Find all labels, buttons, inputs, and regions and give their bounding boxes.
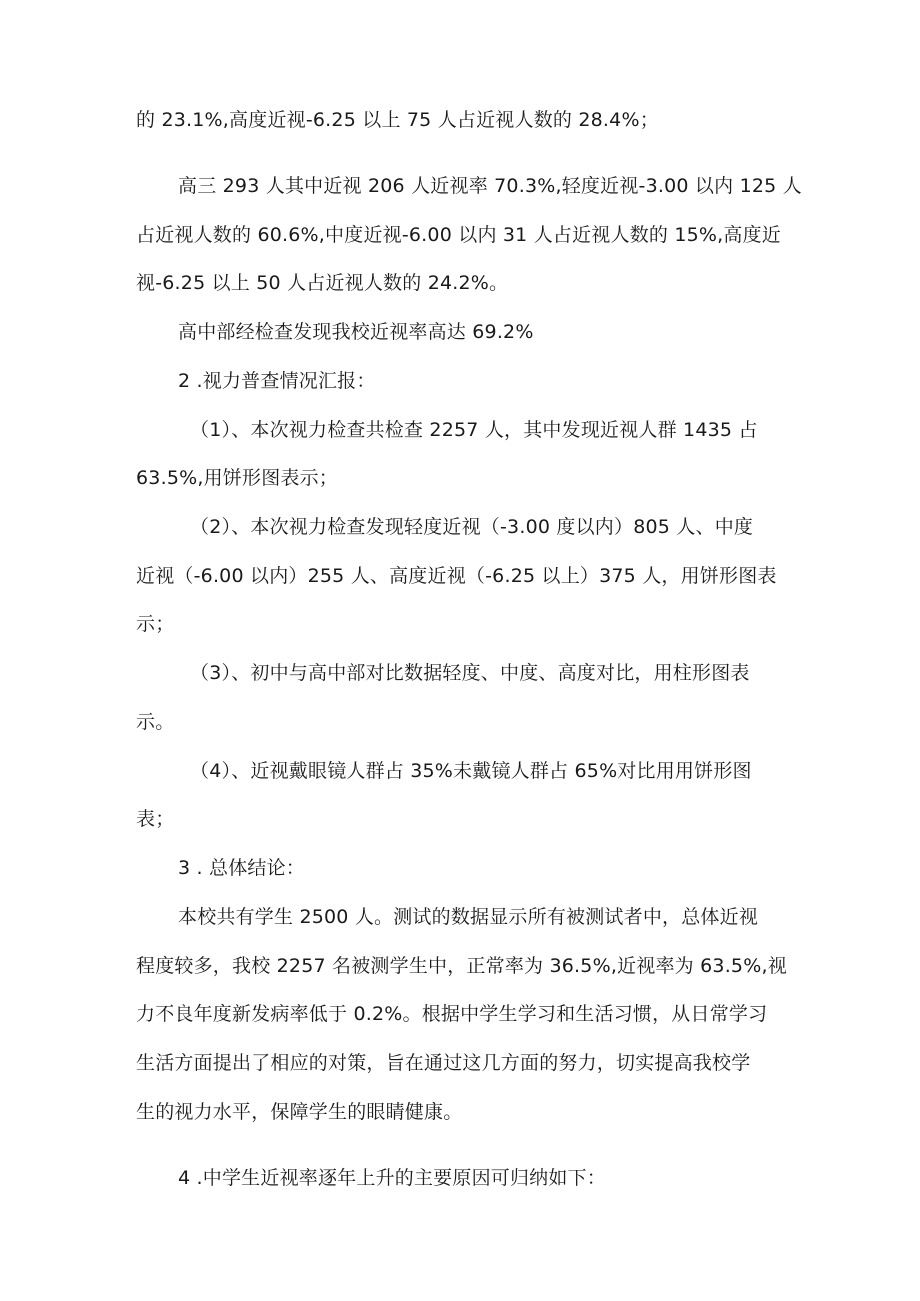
paragraph-line: 生活方面提出了相应的对策，旨在通过这几方面的努力，切实提高我校学 xyxy=(136,1052,751,1074)
paragraph-line: 生的视力水平，保障学生的眼睛健康。 xyxy=(136,1101,463,1123)
section-heading: 4 .中学生近视率逐年上升的主要原因可归纳如下： xyxy=(178,1167,606,1189)
paragraph-line: 力不良年度新发病率低于 0.2%。根据中学生学习和生活习惯，从日常学习 xyxy=(136,1003,768,1025)
list-item-line: 示。 xyxy=(136,711,175,733)
section-heading: 2 .视力普查情况汇报： xyxy=(178,370,376,392)
paragraph-line: 视-6.25 以上 50 人占近视人数的 24.2%。 xyxy=(136,272,509,294)
list-item-line: （2）、本次视力检查发现轻度近视（-3.00 度以内）805 人、中度 xyxy=(190,516,754,538)
list-item-line: （4）、近视戴眼镜人群占 35%未戴镜人群占 65%对比用用饼形图 xyxy=(190,760,752,782)
paragraph-line: 本校共有学生 2500 人。测试的数据显示所有被测试者中，总体近视 xyxy=(178,906,759,928)
paragraph-line: 高三 293 人其中近视 206 人近视率 70.3%,轻度近视-3.00 以内 125 人 xyxy=(178,175,802,197)
paragraph-line: 程度较多，我校 2257 名被测学生中，正常率为 36.5%,近视率为 63.5%,视 xyxy=(136,955,787,977)
paragraph-line: 的 23.1%,高度近视-6.25 以上 75 人占近视人数的 28.4%； xyxy=(136,109,659,131)
list-item-line: 示； xyxy=(136,613,175,635)
list-item-line: 近视（-6.00 以内）255 人、高度近视（-6.25 以上）375 人，用饼形图表 xyxy=(136,565,777,587)
paragraph-line: 占近视人数的 60.6%,中度近视-6.00 以内 31 人占近视人数的 15%,高度近 xyxy=(136,224,782,246)
paragraph-line: 高中部经检查发现我校近视率高达 69.2% xyxy=(178,321,534,343)
list-item-line: （3）、初中与高中部对比数据轻度、中度、高度对比，用柱形图表 xyxy=(190,662,750,684)
list-item-line: 表； xyxy=(136,808,175,830)
list-item-line: （1）、本次视力检查共检查 2257 人，其中发现近视人群 1435 占 xyxy=(190,419,758,441)
section-heading: 3 . 总体结论： xyxy=(178,857,306,879)
list-item-line: 63.5%,用饼形图表示； xyxy=(136,467,338,489)
